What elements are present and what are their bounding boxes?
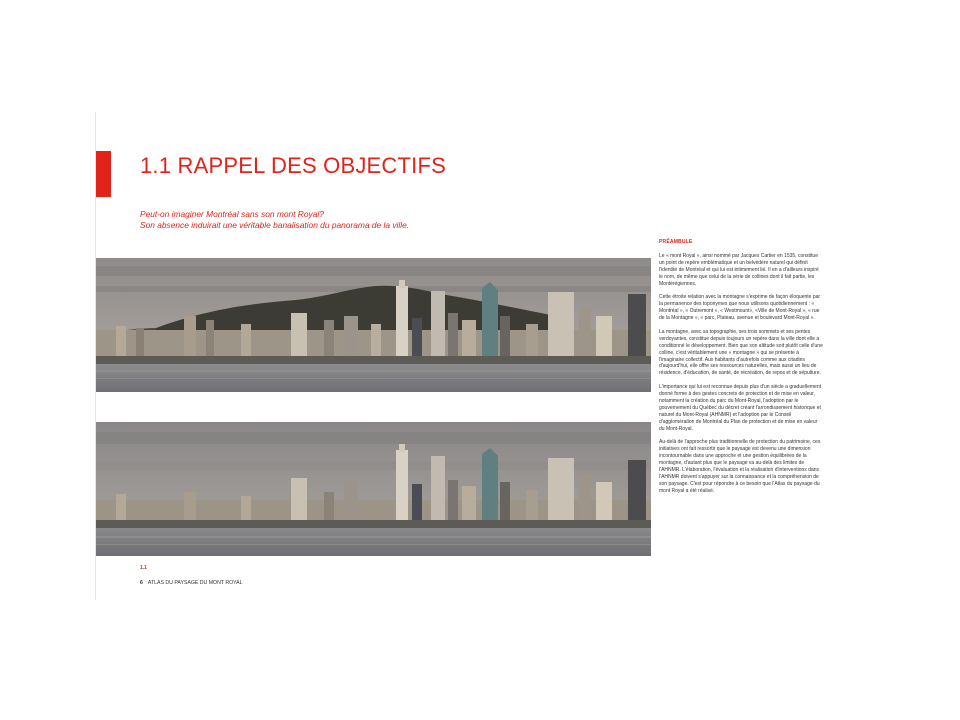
figure-label: 1.1 (140, 565, 147, 571)
title-accent-bar (96, 151, 111, 197)
section-label: PRÉAMBULE (659, 239, 693, 245)
skyline-photo-with-mountain (96, 258, 651, 392)
page-title: 1.1 RAPPEL DES OBJECTIFS (140, 153, 446, 178)
intro-question (140, 209, 460, 231)
intro-line-1: Peut-on imaginer Montréal sans son mont Royal? (140, 209, 324, 219)
skyline-photo-without-mountain (96, 422, 651, 556)
paragraph: Cette étroite relation avec la montagne s'exprime de façon éloquente par la permanence des toponymes que nous utilisons quotidiennement : « Montréal », « Outremont », « Westmount», «Ville de Mont-Royal », « rue de la Montagne », « parc, Plateau, avenue et boulevard Mont-Royal ». (659, 294, 821, 322)
paragraph: La montagne, avec sa topographie, ses trois sommets et ses pentes verdoyantes, constitue depuis toujours un repère dans la ville dont elle a conditionné le développement. Bien que son altitude soit plutôt celle d'une colline, c'est véritablement une « montagne » qui se présente à l'imaginaire collectif. Aux habitants d'autrefois comme aux citadins d'aujourd'hui, elle offre ses ressources naturelles, mais aussi un lieu de résidence, d'éducation, de santé, de récréation, de repos et de sépulture. (659, 328, 823, 377)
intro-line-2: Son absence induirait une véritable banalisation du panorama de la ville. (140, 220, 410, 230)
paragraph: Le « mont Royal », ainsi nommé par Jacques Cartier en 1535, constitue un point de repère emblématique et un belvédère naturel qui définit l'identité de Montréal et qui lui est intimement lié. Il en a d'ailleurs inspiré le nom, de même que celui de la série de collines dont il fait partie, les Montérégiennes. (659, 253, 819, 287)
paragraph: L'importance qui lui est reconnue depuis plus d'un siècle a graduellement donné forme à des gestes concrets de protection et de mise en valeur, notamment la création du parc du Mont-Royal, l'adoption par le gouvernement du Québec du décret créant l'arrondissement historique et naturel du Mont-Royal (AHNMR) et l'adoption par le Conseil d'agglomération de Montréal du Plan de protection et de mise en valeur du Mont-Royal. (659, 384, 822, 432)
page-number: 6 (140, 580, 143, 586)
running-footer-title: ATLAS DU PAYSAGE DU MONT ROYAL (147, 580, 243, 586)
page-footer (140, 580, 243, 586)
body-text-column (659, 253, 824, 502)
paragraph: Au-delà de l'approche plus traditionnelle de protection du patrimoine, ces initiatives ont fait ressortir que le paysage est devenu une dimension incontournable dans une approche et une gestion équilibrées de la montagne, d'autant plus que le paysage va au-delà des limites de l'AHNMR. L'élaboration, l'évaluation et la réalisation d'interventions dans l'AHNMR doivent s'appuyer sur la connaissance et la compréhension de son paysage. C'est pour répondre à ce besoin que l'Atlas du paysage du mont Royal a été réalisé. (659, 439, 821, 494)
